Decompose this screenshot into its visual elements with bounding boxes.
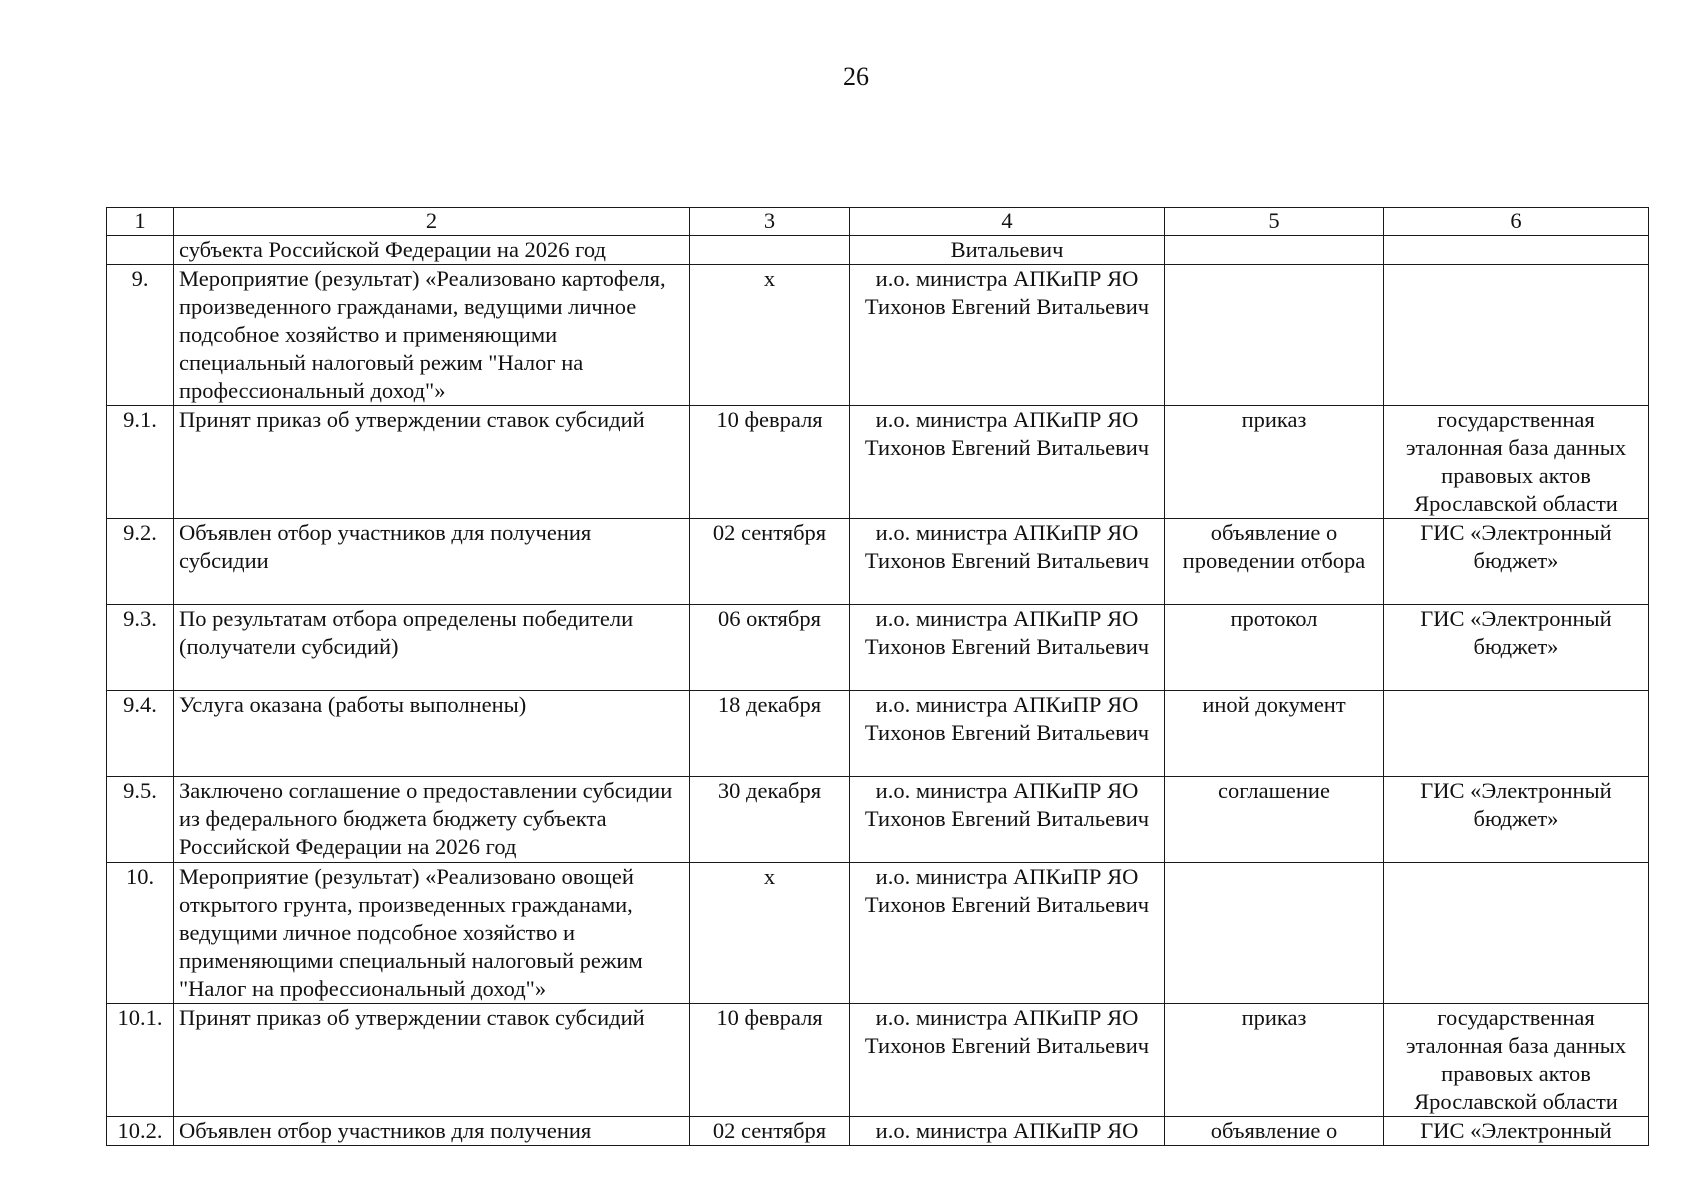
system-cell [1384,265,1649,406]
date-cell: 10 февраля [690,1004,850,1117]
document-cell: приказ [1165,1004,1384,1117]
column-header: 6 [1384,208,1649,236]
row-number-cell: 9. [107,265,174,406]
table-row [107,1004,1649,1117]
responsible-cell: и.о. министра АПКиПР ЯО Тихонов Евгений Витальевич [850,1004,1165,1117]
responsible-cell: и.о. министра АПКиПР ЯО Тихонов Евгений Витальевич [850,777,1165,863]
event-cell: Услуга оказана (работы выполнены) [174,691,690,777]
system-cell [1384,863,1649,1004]
document-cell: объявление о [1165,1117,1384,1146]
document-cell: протокол [1165,605,1384,691]
event-cell: Объявлен отбор участников для получения [174,1117,690,1146]
event-cell: Объявлен отбор участников для получения субсидии [174,519,690,605]
column-header: 4 [850,208,1165,236]
row-number-cell: 10.1. [107,1004,174,1117]
event-cell: По результатам отбора определены победители (получатели субсидий) [174,605,690,691]
event-cell: Мероприятие (результат) «Реализовано картофеля, произведенного гражданами, ведущими личное подсобное хозяйство и применяющими специальный налоговый режим "Налог на профессиональный доход"» [174,265,690,406]
column-header: 5 [1165,208,1384,236]
document-cell [1165,236,1384,265]
table-row [107,519,1649,605]
column-header: 2 [174,208,690,236]
header-row [107,208,1649,236]
event-cell: Принят приказ об утверждении ставок субсидий [174,406,690,519]
row-number-cell: 9.1. [107,406,174,519]
row-number-cell: 9.2. [107,519,174,605]
system-cell: государственная эталонная база данных правовых актов Ярославской области [1384,1004,1649,1117]
table-row [107,265,1649,406]
document-cell [1165,265,1384,406]
table-row [107,236,1649,265]
row-number-cell: 9.3. [107,605,174,691]
row-number-cell: 10. [107,863,174,1004]
system-cell: ГИС «Электронный бюджет» [1384,605,1649,691]
table-row [107,605,1649,691]
row-number-cell: 10.2. [107,1117,174,1146]
responsible-cell: и.о. министра АПКиПР ЯО Тихонов Евгений Витальевич [850,605,1165,691]
page-number: 26 [843,62,869,91]
system-cell [1384,236,1649,265]
system-cell: государственная эталонная база данных правовых актов Ярославской области [1384,406,1649,519]
responsible-cell: и.о. министра АПКиПР ЯО Тихонов Евгений Витальевич [850,265,1165,406]
date-cell: 18 декабря [690,691,850,777]
responsible-cell: и.о. министра АПКиПР ЯО Тихонов Евгений Витальевич [850,519,1165,605]
table-row [107,777,1649,863]
date-cell: 02 сентября [690,519,850,605]
event-cell: Мероприятие (результат) «Реализовано овощей открытого грунта, произведенных гражданами, ведущими личное подсобное хозяйство и применяющими специальный налоговый режим "Налог на профессиональный доход"» [174,863,690,1004]
document-cell: соглашение [1165,777,1384,863]
date-cell: 02 сентября [690,1117,850,1146]
date-cell: х [690,863,850,1004]
responsible-cell: и.о. министра АПКиПР ЯО Тихонов Евгений Витальевич [850,691,1165,777]
responsible-cell: и.о. министра АПКиПР ЯО Тихонов Евгений Витальевич [850,406,1165,519]
column-header: 3 [690,208,850,236]
row-number-cell [107,236,174,265]
table-row [107,406,1649,519]
document-cell [1165,863,1384,1004]
system-cell: ГИС «Электронный бюджет» [1384,777,1649,863]
plan-table [106,207,1649,1146]
date-cell: х [690,265,850,406]
system-cell [1384,691,1649,777]
document-cell: иной документ [1165,691,1384,777]
date-cell: 10 февраля [690,406,850,519]
responsible-cell: и.о. министра АПКиПР ЯО [850,1117,1165,1146]
date-cell: 06 октября [690,605,850,691]
event-cell: Заключено соглашение о предоставлении субсидии из федерального бюджета бюджету субъекта Российской Федерации на 2026 год [174,777,690,863]
document-cell: объявление о проведении отбора [1165,519,1384,605]
event-cell: субъекта Российской Федерации на 2026 год [174,236,690,265]
responsible-cell: и.о. министра АПКиПР ЯО Тихонов Евгений Витальевич [850,863,1165,1004]
row-number-cell: 9.4. [107,691,174,777]
table-row [107,1117,1649,1146]
event-cell: Принят приказ об утверждении ставок субсидий [174,1004,690,1117]
date-cell: 30 декабря [690,777,850,863]
column-header: 1 [107,208,174,236]
date-cell [690,236,850,265]
responsible-cell: Витальевич [850,236,1165,265]
system-cell: ГИС «Электронный [1384,1117,1649,1146]
table-row [107,691,1649,777]
document-cell: приказ [1165,406,1384,519]
row-number-cell: 9.5. [107,777,174,863]
table-row [107,863,1649,1004]
system-cell: ГИС «Электронный бюджет» [1384,519,1649,605]
